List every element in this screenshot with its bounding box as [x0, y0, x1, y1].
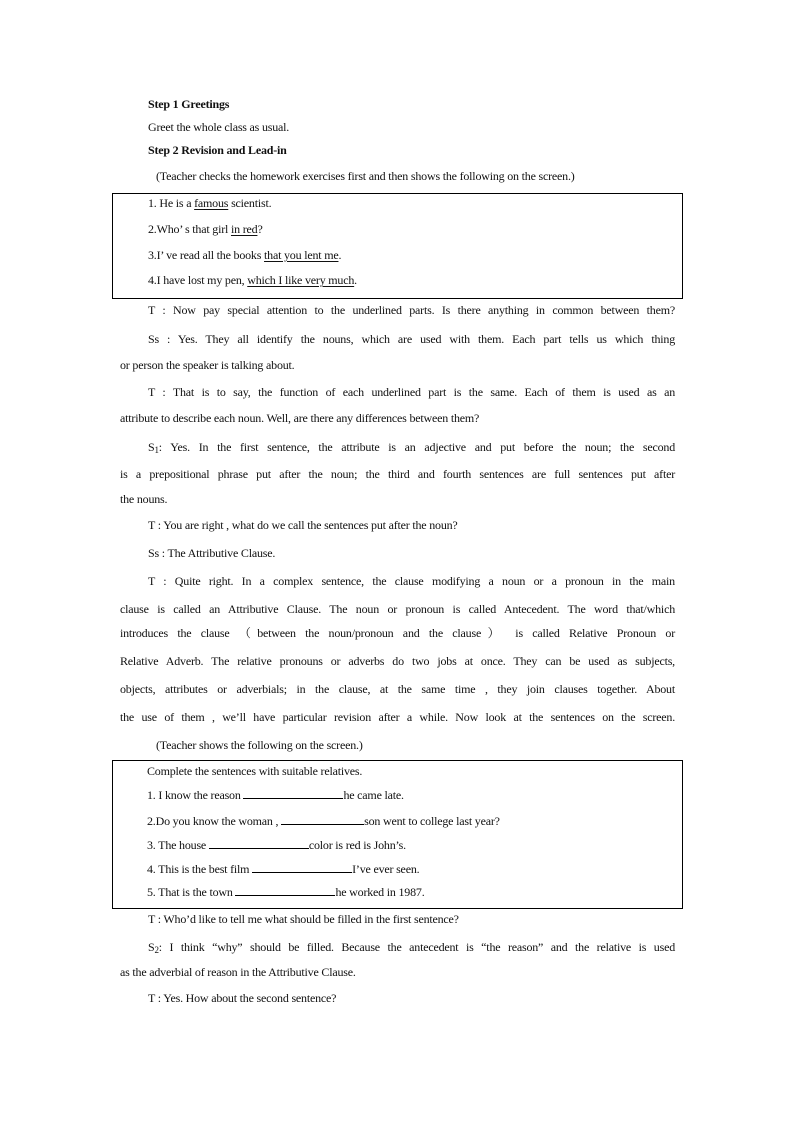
dialogue-student2-line: as the adverbial of reason in the Attributive Clause.	[120, 965, 356, 979]
dialogue-students-line: Ss : Yes. They all identify the nouns, which are used with them. Each part tells us which thing	[148, 332, 675, 346]
step2-heading: Step 2 Revision and Lead-in	[148, 143, 287, 157]
speaker-label: $S_1$	[148, 440, 159, 455]
dialogue-teacher-line: introduces the clause （between the noun/pronoun and the clause） is called Relative Pronoun or	[120, 626, 675, 640]
underlined-phrase: famous	[194, 196, 229, 210]
dialogue-teacher-line: the use of them , we’ll have particular revision after a while. Now look at the sentences on the screen.	[120, 710, 675, 724]
dialogue-teacher-line: Relative Adverb. The relative pronouns or adverbs do two jobs at once. They can be used as subjects,	[120, 654, 675, 668]
dialogue-student1-line: $S_1$ : Yes. In the first sentence, the attribute is an adjective and put before the noun; the second	[148, 440, 675, 455]
screen-note: (Teacher shows the following on the screen.)	[156, 738, 363, 752]
answer-blank[interactable]	[243, 787, 343, 799]
underlined-phrase: in red	[230, 222, 258, 236]
dialogue-teacher-line: T : Yes. How about the second sentence?	[148, 991, 337, 1005]
underlined-phrase: that you lent me	[264, 248, 339, 262]
example-sentence-2: 2.Who’ s that girl in red?	[148, 222, 263, 236]
dialogue-teacher-line: T : That is to say, the function of each underlined part is the same. Each of them is used as an	[148, 385, 675, 399]
dialogue-teacher-line: attribute to describe each noun. Well, are there any differences between them?	[120, 411, 480, 425]
exercise-item-1: 1. I know the reason he came late.	[147, 788, 404, 802]
dialogue-student2-line: $S_2$ : I think “why” should be filled. Because the antecedent is “the reason” and the relative is used	[148, 940, 675, 955]
underlined-phrase: which I like very much	[247, 273, 355, 287]
answer-blank[interactable]	[252, 861, 352, 873]
dialogue-teacher-line: clause is called an Attributive Clause. The noun or pronoun is called Antecedent. The word that/which	[120, 602, 675, 616]
exercise-item-2: 2.Do you know the woman , son went to college last year?	[147, 814, 500, 828]
exercise-instruction: Complete the sentences with suitable relatives.	[147, 764, 363, 778]
dialogue-student1-line: the nouns.	[120, 492, 168, 506]
example-sentence-1: 1. He is a famous scientist.	[148, 196, 272, 210]
dialogue-students-line: Ss : The Attributive Clause.	[148, 546, 276, 560]
exercise-item-3: 3. The house color is red is John’s.	[147, 838, 406, 852]
dialogue-student1-line: is a prepositional phrase put after the noun; the third and fourth sentences are full sentences put after	[120, 467, 675, 481]
exercise-item-5: 5. That is the town he worked in 1987.	[147, 885, 425, 899]
answer-blank[interactable]	[209, 837, 309, 849]
step1-heading: Step 1 Greetings	[148, 97, 230, 111]
dialogue-teacher-line: T : Quite right. In a complex sentence, the clause modifying a noun or a pronoun in the main	[148, 574, 675, 588]
speaker-label: $S_2$	[148, 940, 159, 955]
answer-blank[interactable]	[235, 884, 335, 896]
step2-note: (Teacher checks the homework exercises first and then shows the following on the screen.)	[156, 169, 575, 183]
dialogue-teacher-line: objects, attributes or adverbials; in the clause, at the same time , they join clauses together. About	[120, 682, 675, 696]
example-sentence-3: 3.I’ ve read all the books that you lent me.	[148, 248, 342, 262]
exercise-item-4: 4. This is the best film I’ve ever seen.	[147, 862, 420, 876]
dialogue-teacher-line: T : Who’d like to tell me what should be filled in the first sentence?	[148, 912, 459, 926]
answer-blank[interactable]	[281, 813, 364, 825]
step1-text: Greet the whole class as usual.	[148, 120, 290, 134]
dialogue-teacher-line: T : Now pay special attention to the underlined parts. Is there anything in common between them?	[148, 303, 675, 317]
example-sentence-4: 4.I have lost my pen, which I like very much.	[148, 273, 357, 287]
dialogue-teacher-line: T : You are right , what do we call the sentences put after the noun?	[148, 518, 458, 532]
dialogue-students-line: or person the speaker is talking about.	[120, 358, 295, 372]
